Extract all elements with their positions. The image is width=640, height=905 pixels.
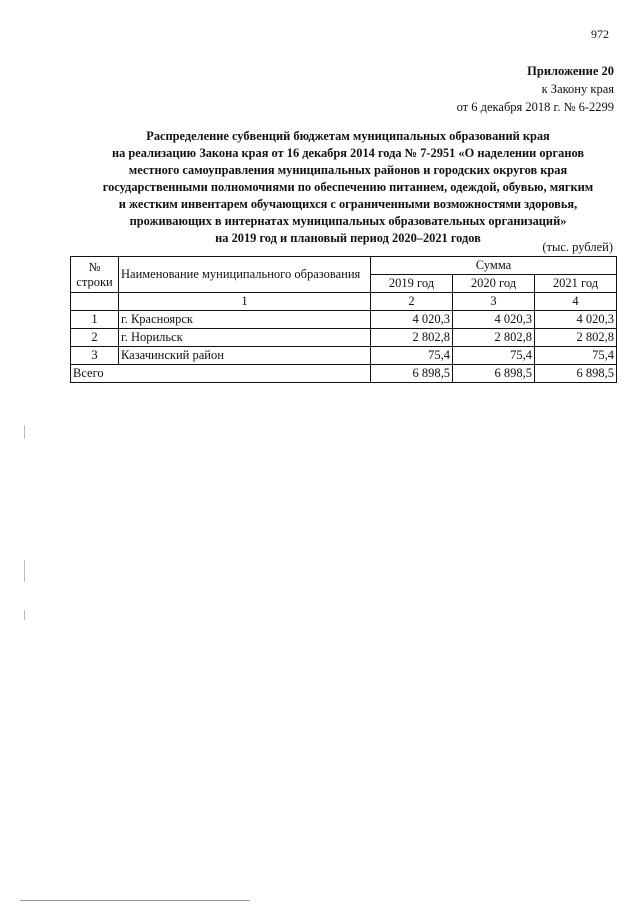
scan-margin-mark [24,610,25,620]
title-line: Распределение субвенций бюджетам муниципальных образований края [146,129,550,143]
header-year: 2019 год [371,275,453,293]
subvention-table [70,256,617,383]
units-label: (тыс. рублей) [542,240,613,254]
title-line: местного самоуправления муниципальных районов и городских округов края [128,163,568,177]
title-line: проживающих в интернатах муниципальных образовательных организаций» [129,214,567,228]
row-value: 75,4 [535,347,617,365]
row-name: г. Красноярск [119,311,371,329]
footnote-divider [20,900,250,901]
row-value: 4 020,3 [371,311,453,329]
row-name: Казачинский район [119,347,371,365]
table-header-row [71,257,617,275]
column-number: 3 [453,293,535,311]
appendix-line-1: к Закону края [541,82,614,96]
header-year: 2021 год [535,275,617,293]
row-value: 4 020,3 [535,311,617,329]
appendix-line-2: от 6 декабря 2018 г. № 6-2299 [456,100,614,114]
row-number: 2 [71,329,119,347]
table-row [71,311,617,329]
table-column-numbers-row [71,293,617,311]
total-value: 6 898,5 [453,365,535,383]
title-line: и жестким инвентарем обучающихся с ограниченными возможностями здоровья, [118,197,578,211]
row-value: 2 802,8 [371,329,453,347]
row-number: 1 [71,311,119,329]
column-number: 4 [535,293,617,311]
total-label: Всего [71,365,371,383]
title-line: на реализацию Закона края от 16 декабря 2014 года № 7-2951 «О наделении органов [111,146,585,160]
row-value: 4 020,3 [453,311,535,329]
document-title [58,128,638,247]
row-name: г. Норильск [119,329,371,347]
row-value: 2 802,8 [453,329,535,347]
appendix-block [457,62,614,116]
column-number-blank [71,293,119,311]
header-sum: Сумма [371,257,617,275]
header-row-number: № строки [71,257,119,293]
scan-margin-mark [24,560,25,582]
scan-margin-mark [24,425,25,439]
row-number: 3 [71,347,119,365]
header-name: Наименование муниципального образования [119,257,371,293]
total-value: 6 898,5 [535,365,617,383]
row-value: 75,4 [371,347,453,365]
column-number: 2 [371,293,453,311]
page-number: 972 [591,27,609,41]
appendix-title: Приложение 20 [527,64,614,78]
row-value: 2 802,8 [535,329,617,347]
total-value: 6 898,5 [371,365,453,383]
header-year: 2020 год [453,275,535,293]
row-value: 75,4 [453,347,535,365]
table-total-row [71,365,617,383]
title-line: на 2019 год и плановый период 2020–2021 годов [215,231,481,245]
title-line: государственными полномочиями по обеспечению питанием, одеждой, обувью, мягким [102,180,594,194]
table-row [71,329,617,347]
table-row [71,347,617,365]
column-number: 1 [119,293,371,311]
